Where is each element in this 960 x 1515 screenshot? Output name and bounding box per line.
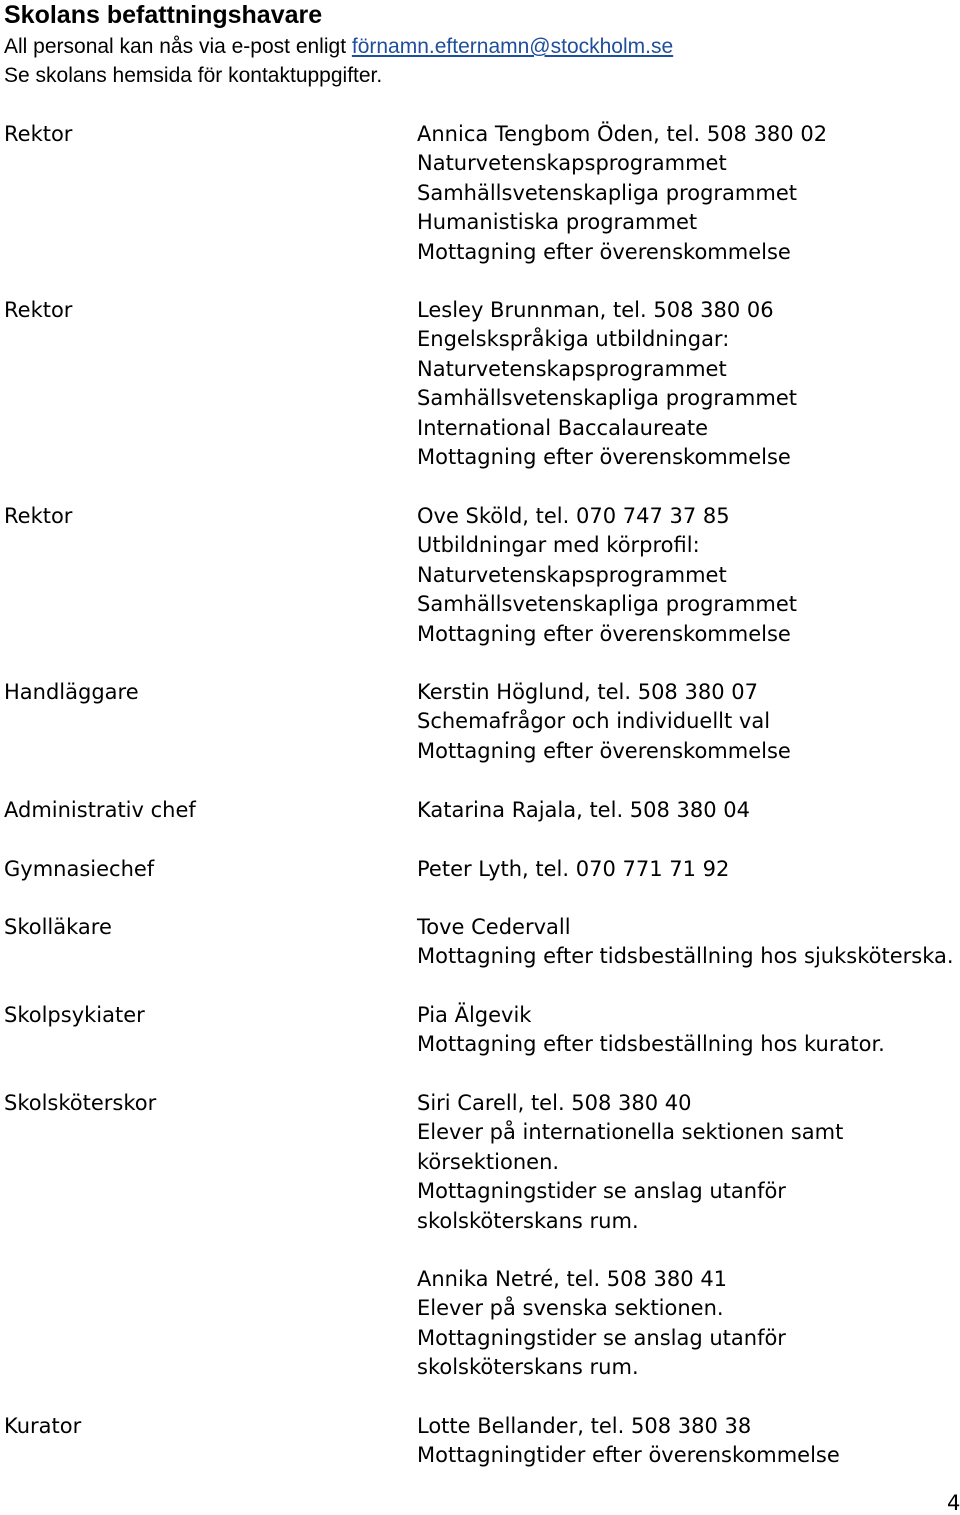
- detail-line: Mottagningstider se anslag utanför skolsköterskans rum.: [417, 1325, 786, 1380]
- detail-line: Schemafrågor och individuellt val: [417, 709, 771, 734]
- page-title: Skolans befattningshavare: [4, 1, 323, 29]
- contact-details: [417, 796, 957, 825]
- contact-details: [417, 1412, 957, 1471]
- contact-name: Tove Cedervall: [417, 915, 571, 939]
- detail-line: Humanistiska programmet: [417, 210, 698, 235]
- contact-details: [417, 296, 957, 472]
- detail-line: Mottagning efter överenskommelse: [417, 445, 791, 470]
- role-label: Kurator: [4, 1414, 82, 1438]
- role-label: Skolsköterskor: [4, 1091, 157, 1115]
- contact-name-phone: Lotte Bellander, tel. 508 380 38: [417, 1414, 752, 1438]
- detail-line: Engelskspråkiga utbildningar:: [417, 327, 730, 352]
- contact-name-phone: Peter Lyth, tel. 070 771 71 92: [417, 857, 730, 881]
- contact-name-phone: Annica Tengbom Öden, tel. 508 380 02: [417, 122, 828, 146]
- contact-details: [417, 1089, 957, 1236]
- intro-email-line: [4, 32, 673, 61]
- detail-line: Mottagning efter tidsbeställning hos sjuksköterska.: [417, 944, 954, 969]
- detail-line: Naturvetenskapsprogrammet: [417, 562, 727, 587]
- contact-details: [417, 502, 957, 649]
- detail-line: Mottagning efter tidsbeställning hos kurator.: [417, 1032, 885, 1057]
- detail-line: Naturvetenskapsprogrammet: [417, 356, 727, 381]
- detail-line: Mottagningtider efter överenskommelse: [417, 1443, 840, 1468]
- detail-line: Samhällsvetenskapliga programmet: [417, 592, 797, 617]
- role-label: Skolpsykiater: [4, 1003, 145, 1027]
- contact-name-phone: Katarina Rajala, tel. 508 380 04: [417, 798, 751, 822]
- detail-line: Samhällsvetenskapliga programmet: [417, 386, 797, 411]
- contact-details: [417, 855, 957, 884]
- detail-line: Elever på internationella sektionen samt körsektionen.: [417, 1120, 844, 1174]
- role-label: Administrativ chef: [4, 798, 196, 822]
- contact-name-phone: Lesley Brunnman, tel. 508 380 06: [417, 298, 774, 322]
- contact-details: [417, 1265, 957, 1383]
- contact-details: [417, 913, 957, 972]
- role-label: Rektor: [4, 122, 73, 146]
- contact-name-phone: Siri Carell, tel. 508 380 40: [417, 1091, 692, 1115]
- contact-name-phone: Kerstin Höglund, tel. 508 380 07: [417, 680, 758, 704]
- detail-line: Utbildningar med körprofil:: [417, 533, 700, 558]
- detail-line: Elever på svenska sektionen.: [417, 1296, 724, 1321]
- intro-email-prefix: All personal kan nås via e-post enligt: [4, 35, 352, 58]
- detail-line: Mottagning efter överenskommelse: [417, 738, 791, 763]
- role-label: Skolläkare: [4, 915, 112, 939]
- page-number: 4: [947, 1491, 960, 1515]
- detail-line: Mottagning efter överenskommelse: [417, 239, 791, 264]
- contact-name-phone: Ove Sköld, tel. 070 747 37 85: [417, 504, 730, 528]
- intro-homepage-line: Se skolans hemsida för kontaktuppgifter.: [4, 64, 383, 87]
- detail-line: Naturvetenskapsprogrammet: [417, 151, 727, 176]
- contact-name: Pia Älgevik: [417, 1003, 532, 1027]
- role-label: Rektor: [4, 504, 73, 528]
- role-label: Handläggare: [4, 680, 139, 704]
- contact-details: [417, 120, 957, 267]
- role-label: Rektor: [4, 298, 73, 322]
- contact-details: [417, 1001, 957, 1060]
- detail-line: Samhällsvetenskapliga programmet: [417, 180, 797, 205]
- role-label: Gymnasiechef: [4, 857, 155, 881]
- detail-line: International Baccalaureate: [417, 415, 709, 440]
- contact-details: [417, 678, 957, 766]
- detail-line: Mottagning efter överenskommelse: [417, 621, 791, 646]
- detail-line: Mottagningstider se anslag utanför skolsköterskans rum.: [417, 1179, 786, 1233]
- contact-name-phone: Annika Netré, tel. 508 380 41: [417, 1267, 728, 1291]
- email-link[interactable]: förnamn.efternamn@stockholm.se: [351, 35, 674, 58]
